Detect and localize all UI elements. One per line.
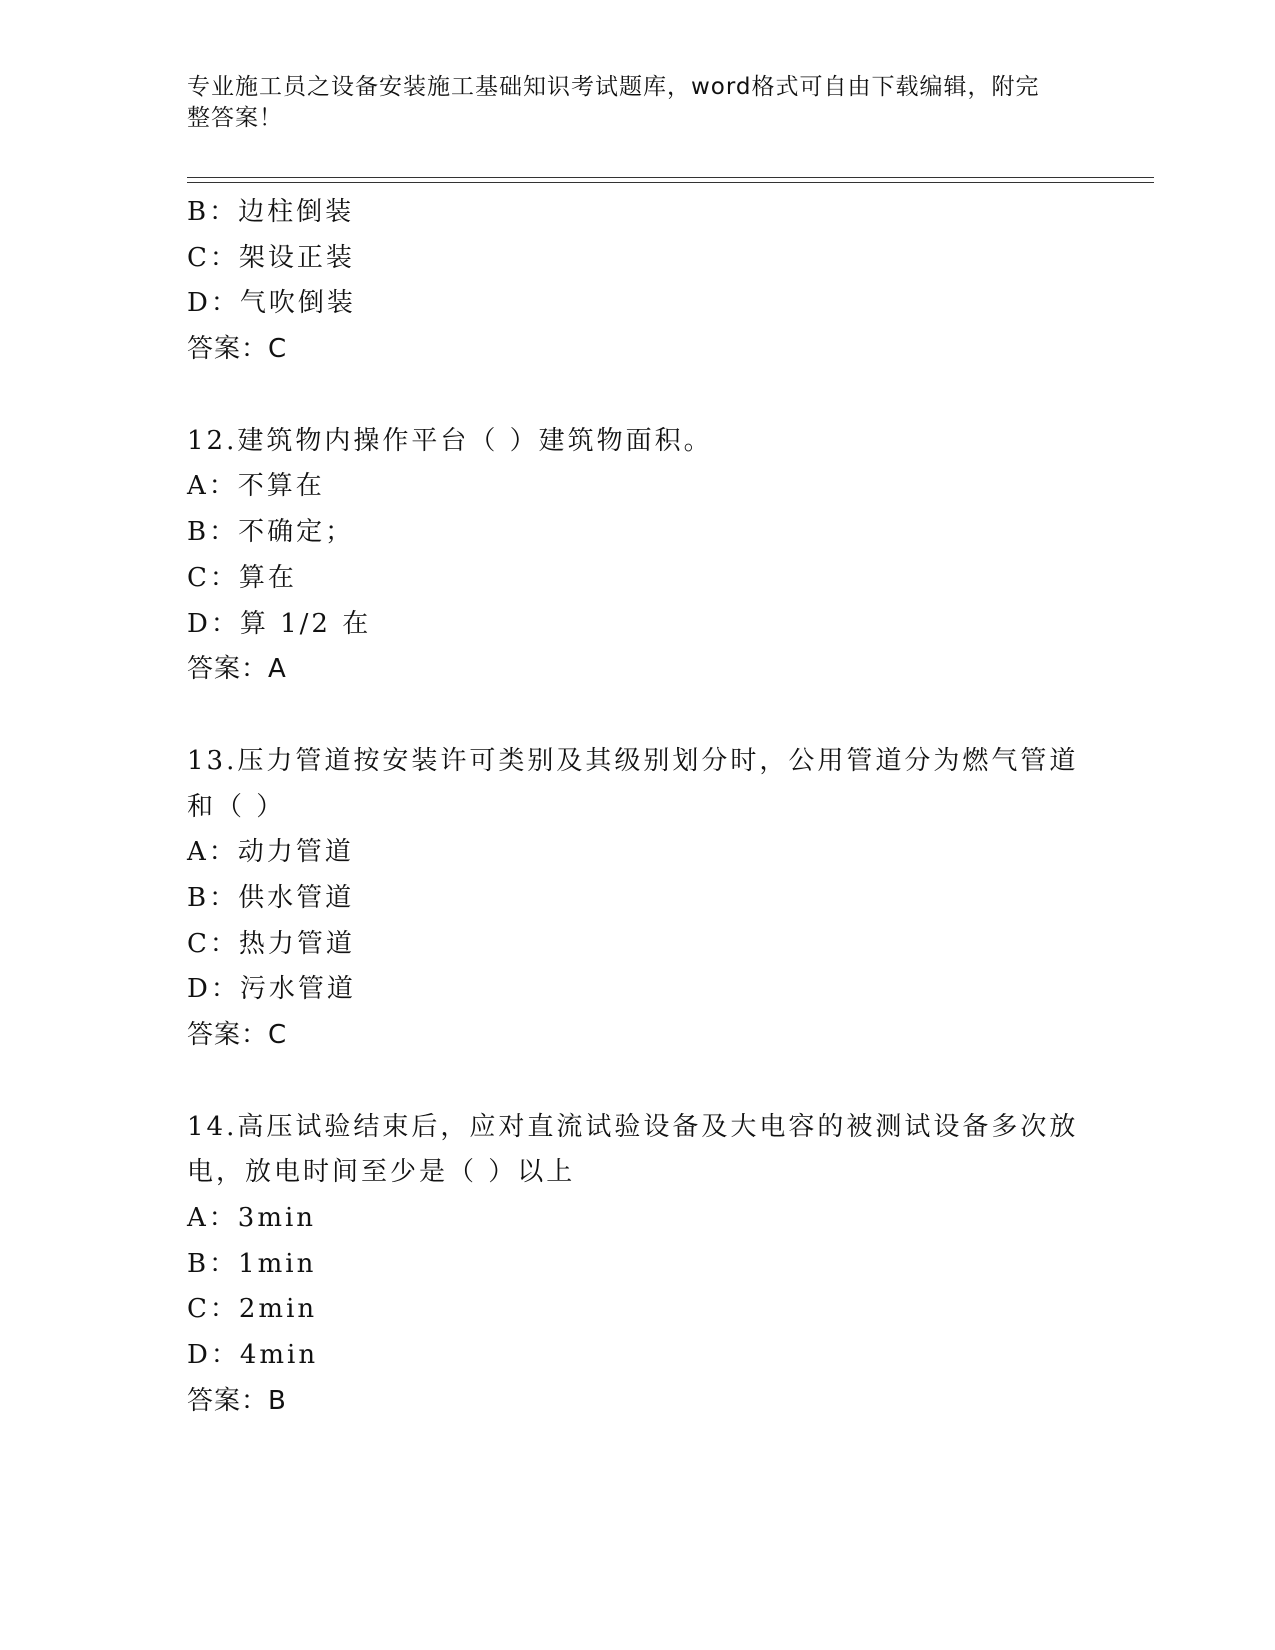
option-b: B：1min bbox=[187, 1248, 317, 1279]
option-c: C：2min bbox=[187, 1294, 318, 1325]
question-11 bbox=[187, 190, 1087, 373]
question-13 bbox=[187, 739, 1087, 1059]
option-b: B：边柱倒装 bbox=[187, 197, 355, 227]
option-b: B：不确定； bbox=[187, 517, 355, 548]
option-b: B：供水管道 bbox=[187, 882, 355, 913]
option-c: C：热力管道 bbox=[187, 928, 355, 959]
question-text-line-2: 和（ ） bbox=[187, 791, 286, 822]
answer-line: 答案：B bbox=[187, 1385, 287, 1416]
header-line-1: 专业施工员之设备安装施工基础知识考试题库，word格式可自由下载编辑，附完 bbox=[187, 74, 1040, 100]
spacer bbox=[187, 693, 1087, 739]
option-d: D：污水管道 bbox=[187, 974, 356, 1005]
header-line-2: 整答案！ bbox=[187, 105, 283, 131]
spacer bbox=[187, 373, 1087, 419]
option-a: A：不算在 bbox=[187, 471, 325, 502]
question-text: 12.建筑物内操作平台（ ）建筑物面积。 bbox=[187, 425, 713, 456]
option-d: D：算 1/2 在 bbox=[187, 608, 372, 639]
question-text-line-1: 14.高压试验结束后，应对直流试验设备及大电容的被测试设备多次放 bbox=[187, 1111, 1079, 1142]
option-c: C：架设正装 bbox=[187, 242, 355, 273]
question-list bbox=[187, 190, 1087, 1425]
question-14 bbox=[187, 1105, 1087, 1425]
header-divider bbox=[187, 177, 1154, 183]
question-text-line-2: 电，放电时间至少是（ ）以上 bbox=[187, 1157, 576, 1188]
option-a: A：动力管道 bbox=[187, 837, 354, 868]
answer-line: 答案：C bbox=[187, 334, 288, 365]
option-a: A：3min bbox=[187, 1203, 317, 1234]
question-12 bbox=[187, 419, 1087, 693]
answer-line: 答案：C bbox=[187, 1020, 288, 1050]
spacer bbox=[187, 1059, 1087, 1105]
page-header bbox=[187, 72, 1077, 134]
option-c: C：算在 bbox=[187, 562, 297, 593]
answer-line: 答案：A bbox=[187, 654, 287, 685]
option-d: D：4min bbox=[187, 1340, 319, 1371]
option-d: D：气吹倒装 bbox=[187, 288, 356, 319]
question-text-line-1: 13.压力管道按安装许可类别及其级别划分时，公用管道分为燃气管道 bbox=[187, 745, 1079, 776]
